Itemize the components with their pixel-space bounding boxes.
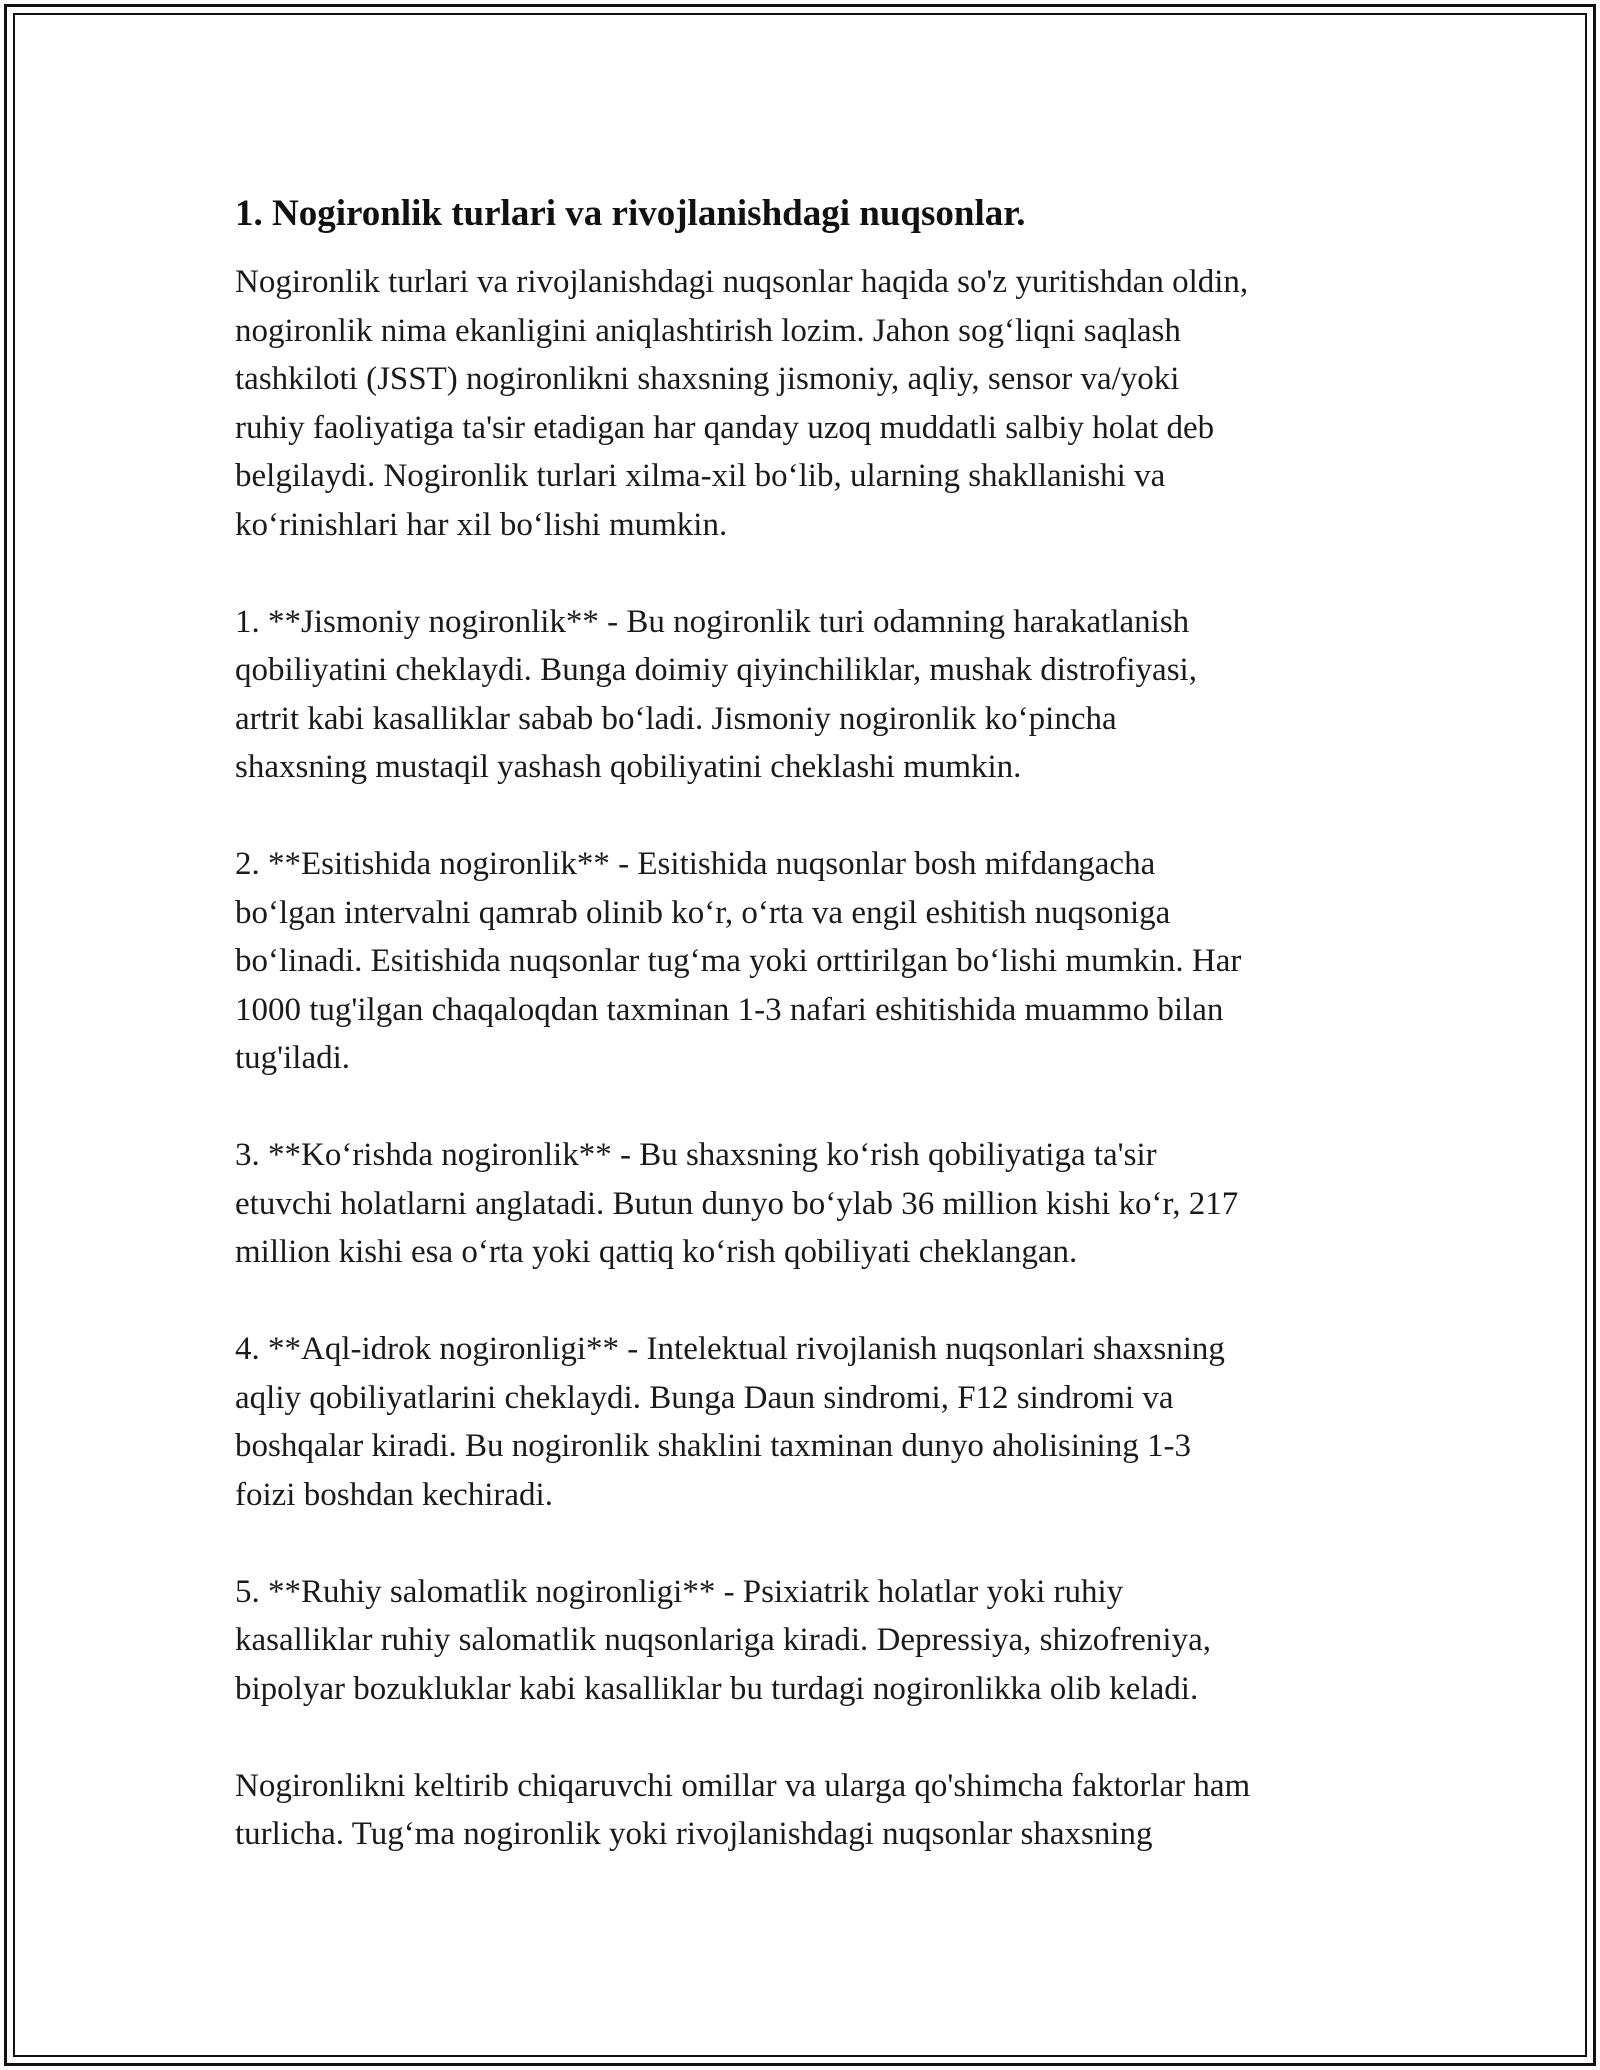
text-line: tug'iladi.	[235, 1040, 351, 1076]
text-line: million kishi esa o‘rta yoki qattiq ko‘rish qobiliyati cheklangan.	[235, 1234, 1078, 1270]
text-line: bo‘linadi. Esitishida nuqsonlar tug‘ma yoki orttirilgan bo‘lishi mumkin. Har	[235, 943, 1242, 979]
text-line: shaxsning mustaqil yashash qobiliyatini cheklashi mumkin.	[235, 749, 1022, 785]
text-line: bipolyar bozukluklar kabi kasalliklar bu turdagi nogironlikka olib keladi.	[235, 1670, 1199, 1707]
paragraph-intro	[235, 258, 1380, 549]
section-heading: 1. Nogironlik turlari va rivojlanishdagi nuqsonlar.	[235, 193, 1026, 234]
paragraph-mental-health-disability	[235, 1568, 1380, 1714]
text-line: 1000 tug'ilgan chaqaloqdan taxminan 1-3 nafari eshitishida muammo bilan	[235, 991, 1224, 1028]
text-line: bo‘lgan intervalni qamrab olinib ko‘r, o‘rta va engil eshitish nuqsoniga	[235, 894, 1171, 931]
paragraph-intellectual-disability	[235, 1325, 1380, 1519]
paragraph-causes	[235, 1762, 1380, 1859]
text-line: tashkiloti (JSST) nogironlikni shaxsning jismoniy, aqliy, sensor va/yoki	[235, 361, 1180, 397]
text-line: nogironlik nima ekanligini aniqlashtirish lozim. Jahon sog‘liqni saqlash	[235, 312, 1181, 349]
text-line: ruhiy faoliyatiga ta'sir etadigan har qanday uzoq muddatli salbiy holat deb	[235, 409, 1215, 446]
paragraph-physical-disability	[235, 598, 1380, 792]
text-line: qobiliyatini cheklaydi. Bunga doimiy qiyinchiliklar, mushak distrofiyasi,	[235, 652, 1197, 688]
text-line: 4. **Aql-idrok nogironligi** - Intelektual rivojlanish nuqsonlari shaxsning	[235, 1331, 1225, 1367]
text-line: aqliy qobiliyatlarini cheklaydi. Bunga Daun sindromi, F12 sindromi va	[235, 1379, 1174, 1416]
text-line: boshqalar kiradi. Bu nogironlik shaklini taxminan dunyo aholisining 1-3	[235, 1428, 1191, 1464]
document-body	[235, 188, 1380, 1907]
text-line: ko‘rinishlari har xil bo‘lishi mumkin.	[235, 506, 728, 543]
text-line: 2. **Esitishida nogironlik** - Esitishida nuqsonlar bosh mifdangacha	[235, 846, 1156, 882]
text-line: foizi boshdan kechiradi.	[235, 1476, 553, 1513]
text-line: Nogironlik turlari va rivojlanishdagi nuqsonlar haqida so'z yuritishdan oldin,	[235, 264, 1249, 300]
text-line: kasalliklar ruhiy salomatlik nuqsonlariga kiradi. Depressiya, shizofreniya,	[235, 1622, 1211, 1658]
text-line: Nogironlikni keltirib chiqaruvchi omillar va ularga qo'shimcha faktorlar ham	[235, 1767, 1251, 1804]
paragraph-hearing-disability	[235, 840, 1380, 1083]
text-line: turlicha. Tug‘ma nogironlik yoki rivojlanishdagi nuqsonlar shaxsning	[235, 1816, 1153, 1852]
paragraph-visual-disability	[235, 1131, 1380, 1277]
text-line: 5. **Ruhiy salomatlik nogironligi** - Psixiatrik holatlar yoki ruhiy	[235, 1573, 1124, 1610]
text-line: belgilaydi. Nogironlik turlari xilma-xil bo‘lib, ularning shakllanishi va	[235, 458, 1166, 494]
text-line: etuvchi holatlarni anglatadi. Butun dunyo bo‘ylab 36 million kishi ko‘r, 217	[235, 1185, 1239, 1222]
text-line: 1. **Jismoniy nogironlik** - Bu nogironlik turi odamning harakatlanish	[235, 603, 1190, 640]
text-line: artrit kabi kasalliklar sabab bo‘ladi. Jismoniy nogironlik ko‘pincha	[235, 700, 1117, 737]
text-line: 3. **Ko‘rishda nogironlik** - Bu shaxsning ko‘rish qobiliyatiga ta'sir	[235, 1137, 1157, 1173]
